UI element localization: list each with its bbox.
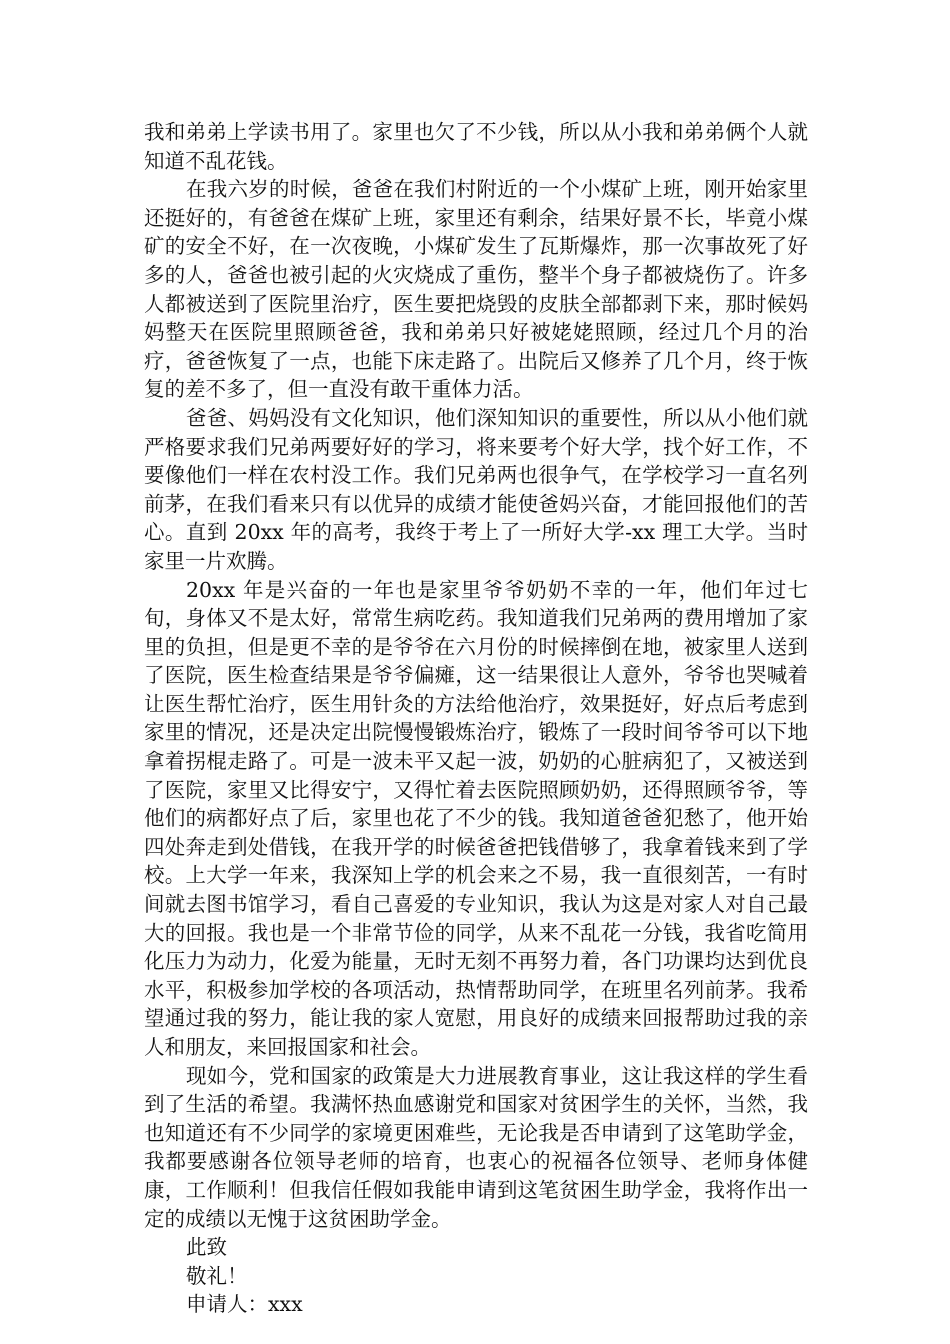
paragraph-parents-education: 爸爸、妈妈没有文化知识，他们深知知识的重要性，所以从小他们就严格要求我们兄弟两要好好的学习，将来要考个好大学，找个好工作，不要像他们一样在农村没工作。我们兄弟两也很争气，在学校学习一直名列前茅，在我们看来只有以优异的成绩才能使爸妈兴奋，才能回报他们的苦心。直到 20xx 年的高考，我终于考上了一所好大学-xx 理工大学。当时家里一片欢腾。 [144, 405, 808, 573]
letter-body [144, 118, 808, 1319]
closing-salutation: 此致 [186, 1235, 227, 1260]
paragraph-father-accident: 在我六岁的时候，爸爸在我们村附近的一个小煤矿上班，刚开始家里还挺好的，有爸爸在煤矿上班，家里还有剩余，结果好景不长，毕竟小煤矿的安全不好，在一次夜晚，小煤矿发生了瓦斯爆炸，那一次事故死了好多的人，爸爸也被引起的火灾烧成了重伤，整半个身子都被烧伤了。许多人都被送到了医院里治疗，医生要把烧毁的皮肤全部都剥下来，那时候妈妈整天在医院里照顾爸爸，我和弟弟只好被姥姥照顾，经过几个月的治疗，爸爸恢复了一点，也能下床走路了。出院后又修养了几个月，终于恢复的差不多了，但一直没有敢干重体力活。 [144, 177, 808, 402]
paragraph-continuation: 我和弟弟上学读书用了。家里也欠了不少钱，所以从小我和弟弟俩个人就知道不乱花钱。 [144, 120, 808, 173]
paragraph-grandparents-illness: 20xx 年是兴奋的一年也是家里爷爷奶奶不幸的一年，他们年过七旬，身体又不是太好，常常生病吃药。我知道我们兄弟两的费用增加了家里的负担，但是更不幸的是爷爷在六月份的时候摔倒在地，被家里人送到了医院，医生检查结果是爷爷偏瘫，这一结果很让人意外，爷爷也哭喊着让医生帮忙治疗，医生用针灸的方法给他治疗，效果挺好，好点后考虑到家里的情况，还是决定出院慢慢锻炼治疗，锻炼了一段时间爷爷可以下地拿着拐棍走路了。可是一波未平又起一波，奶奶的心脏病犯了，又被送到了医院，家里又比得安宁，又得忙着去医院照顾奶奶，还得照顾爷爷，等他们的病都好点了后，家里也花了不少的钱。我知道爸爸犯愁了，他开始四处奔走到处借钱，在我开学的时候爸爸把钱借够了，我拿着钱来到了学校。上大学一年来，我深知上学的机会来之不易，我一直很刻苦，一有时间就去图书馆学习，看自己喜爱的专业知识，我认为这是对家人对自己最大的回报。我也是一个非常节俭的同学，从来不乱花一分钱，我省吃简用化压力为动力，化爱为能量，无时无刻不再努力着，各门功课均达到优良水平，积极参加学校的各项活动，热情帮助同学，在班里名列前茅。我希望通过我的努力，能让我的家人宽慰，用良好的成绩来回报帮助过我的亲人和朋友，来回报国家和社会。 [144, 577, 808, 1059]
closing-regards: 敬礼！ [186, 1263, 248, 1288]
applicant-signature: 申请人：xxx [186, 1292, 303, 1317]
paragraph-gratitude: 现如今，党和国家的政策是大力进展教育事业，这让我这样的学生看到了生活的希望。我满怀热血感谢党和国家对贫困学生的关怀，当然，我也知道还有不少同学的家境更困难些，无论我是否申请到了这笔助学金，我都要感谢各位领导老师的培育，也衷心的祝福各位领导、老师身体健康，工作顺利！但我信任假如我能申请到这笔贫困生助学金，我将作出一定的成绩以无愧于这贫困助学金。 [144, 1063, 808, 1231]
